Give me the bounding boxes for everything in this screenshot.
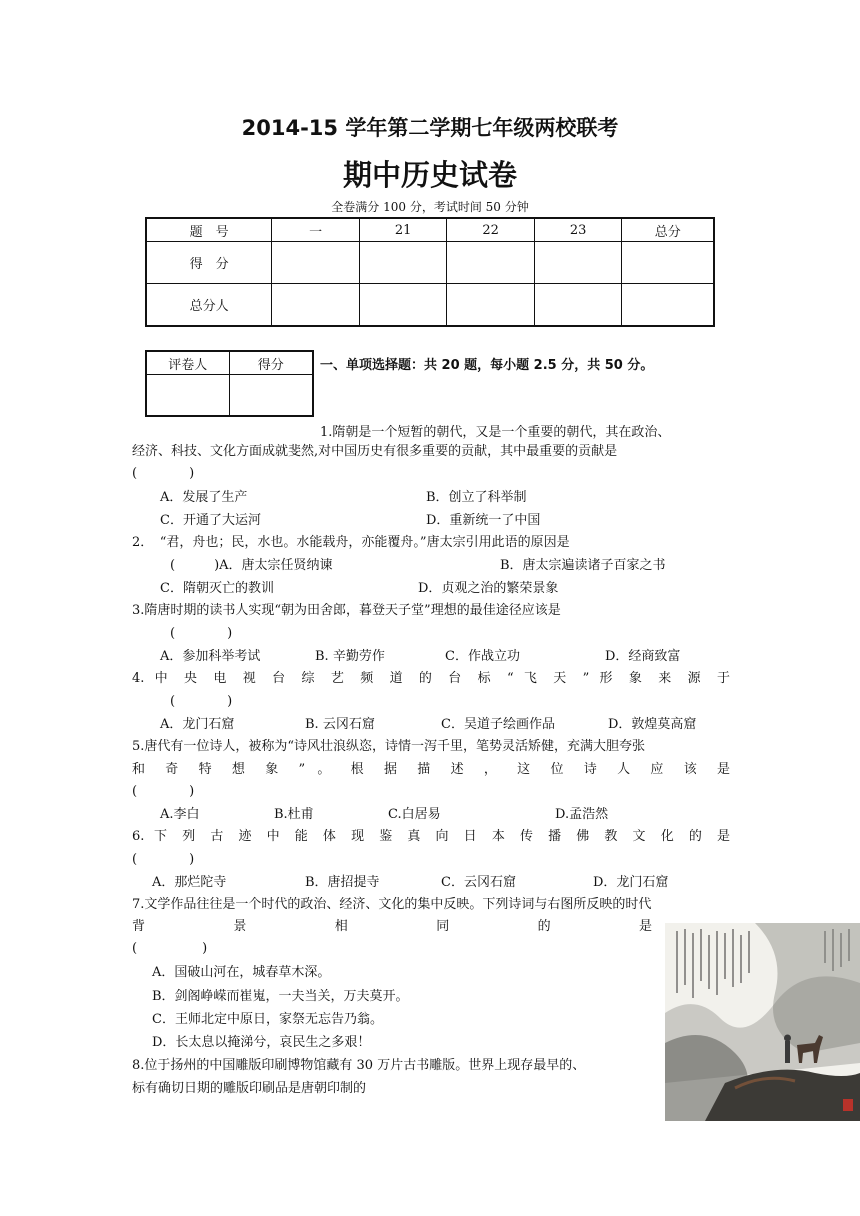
q5-option-a: A.李白 bbox=[160, 807, 200, 822]
q1-option-c: C．开通了大运河 bbox=[160, 513, 261, 528]
q3-option-b: B. 辛勤劳作 bbox=[315, 649, 385, 664]
grader-cell[interactable] bbox=[229, 375, 313, 417]
score-header-cell: 题 号 bbox=[146, 218, 272, 242]
q7-option-a: A．国破山河在，城春草木深。 bbox=[152, 965, 331, 980]
exam-title-line2: 期中历史试卷 bbox=[342, 158, 517, 192]
q7-line2: 背 景 相 同 的 是 bbox=[132, 919, 652, 934]
q6-option-b: B．唐招提寺 bbox=[305, 875, 380, 890]
score-header-cell: 总分 bbox=[622, 218, 714, 242]
q5-blank: ( ) bbox=[132, 784, 195, 799]
q6-blank: ( ) bbox=[132, 852, 195, 867]
q4-option-a: A．龙门石窟 bbox=[160, 717, 235, 732]
q3-blank: ( ) bbox=[170, 626, 233, 641]
q1-blank: ( ) bbox=[132, 466, 195, 481]
q4-blank: ( ) bbox=[170, 694, 233, 709]
q3-option-c: C．作战立功 bbox=[445, 649, 520, 664]
q1-line1: 1.隋朝是一个短暂的朝代，又是一个重要的朝代，其在政治、 bbox=[320, 425, 671, 440]
score-cell[interactable] bbox=[622, 242, 714, 284]
grader-cell[interactable] bbox=[146, 375, 229, 417]
exam-title-line1: 2014-15 学年第二学期七年级两校联考 bbox=[241, 116, 619, 140]
score-cell[interactable] bbox=[534, 284, 622, 327]
score-cell[interactable] bbox=[534, 242, 622, 284]
q3-option-d: D．经商致富 bbox=[605, 649, 681, 664]
q6-option-c: C．云冈石窟 bbox=[441, 875, 516, 890]
q6-line1: 6. 下 列 古 迹 中 能 体 现 鉴 真 向 日 本 传 播 佛 教 文 化 的 是 bbox=[132, 829, 730, 844]
q7-line1: 7.文学作品往往是一个时代的政治、经济、文化的集中反映。下列诗词与右图所反映的时代 bbox=[132, 897, 652, 912]
score-cell[interactable] bbox=[272, 242, 360, 284]
q1-option-d: D．重新统一了中国 bbox=[426, 513, 541, 528]
score-cell[interactable] bbox=[622, 284, 714, 327]
score-header-cell: 一 bbox=[272, 218, 360, 242]
score-row-label: 得 分 bbox=[146, 242, 272, 284]
q7-blank: ( ) bbox=[132, 941, 208, 956]
q5-line1: 5.唐代有一位诗人，被称为“诗风壮浪纵恣，诗情一泻千里，笔势灵活矫健，充满大胆夸张 bbox=[132, 739, 646, 754]
q1-option-b: B．创立了科举制 bbox=[426, 490, 527, 505]
q2-line1: 2． “君，舟也；民，水也。水能载舟，亦能覆舟。”唐太宗引用此语的原因是 bbox=[132, 535, 570, 550]
q8-line1: 8.位于扬州的中国雕版印刷博物馆藏有 30 万片古书雕版。世界上现存最早的、 bbox=[132, 1058, 586, 1073]
q8-line2: 标有确切日期的雕版印刷品是唐朝印制的 bbox=[132, 1081, 367, 1096]
score-header-cell: 21 bbox=[359, 218, 447, 242]
score-header-cell: 23 bbox=[534, 218, 622, 242]
q4-option-b: B. 云冈石窟 bbox=[305, 717, 375, 732]
exam-subtitle: 全卷满分 100 分，考试时间 50 分钟 bbox=[331, 200, 529, 214]
q4-option-c: C．吴道子绘画作品 bbox=[441, 717, 555, 732]
q4-line1: 4. 中 央 电 视 台 综 艺 频 道 的 台 标 “ 飞 天 ” 形 象 来 源 于 bbox=[132, 671, 730, 686]
q6-option-d: D．龙门石窟 bbox=[593, 875, 669, 890]
score-cell[interactable] bbox=[447, 242, 535, 284]
q7-option-c: C．王师北定中原日，家祭无忘告乃翁。 bbox=[152, 1012, 383, 1027]
score-header-cell: 22 bbox=[447, 218, 535, 242]
q5-line2: 和 奇 特 想 象 ” 。 根 据 描 述 ， 这 位 诗 人 应 该 是 bbox=[132, 762, 730, 777]
grader-header-cell: 得分 bbox=[229, 351, 313, 375]
q7-option-b: B．剑阁峥嵘而崔嵬，一夫当关，万夫莫开。 bbox=[152, 989, 409, 1004]
q1-option-a: A．发展了生产 bbox=[160, 490, 248, 505]
q3-option-a: A．参加科举考试 bbox=[160, 649, 261, 664]
q4-option-d: D．敦煌莫高窟 bbox=[608, 717, 697, 732]
q2-option-c: C．隋朝灭亡的教训 bbox=[160, 581, 274, 596]
grader-header-cell: 评卷人 bbox=[146, 351, 229, 375]
q5-option-c: C.白居易 bbox=[388, 807, 441, 822]
q2-option-d: D．贞观之治的繁荣景象 bbox=[418, 581, 559, 596]
score-cell[interactable] bbox=[272, 284, 360, 327]
q3-line1: 3.隋唐时期的读书人实现“朝为田舍郎，暮登天子堂”理想的最佳途径应该是 bbox=[132, 603, 561, 618]
landscape-painting-icon bbox=[665, 923, 860, 1121]
q2-option-b: B．唐太宗遍读诸子百家之书 bbox=[500, 558, 666, 573]
score-table bbox=[145, 217, 715, 327]
section-title: 一、单项选择题：共 20 题，每小题 2.5 分，共 50 分。 bbox=[320, 358, 654, 373]
q6-option-a: A．那烂陀寺 bbox=[152, 875, 227, 890]
score-row-label: 总分人 bbox=[146, 284, 272, 327]
q5-option-d: D.孟浩然 bbox=[555, 807, 609, 822]
score-cell[interactable] bbox=[447, 284, 535, 327]
score-cell[interactable] bbox=[359, 242, 447, 284]
score-cell[interactable] bbox=[359, 284, 447, 327]
q2-blank-option-a: ( )A．唐太宗任贤纳谏 bbox=[170, 558, 333, 573]
q5-option-b: B.杜甫 bbox=[274, 807, 314, 822]
q7-option-d: D．长太息以掩涕兮，哀民生之多艰！ bbox=[152, 1035, 371, 1050]
grader-table bbox=[145, 350, 314, 417]
q1-line2: 经济、科技、文化方面成就斐然,对中国历史有很多重要的贡献，其中最重要的贡献是 bbox=[132, 444, 618, 459]
